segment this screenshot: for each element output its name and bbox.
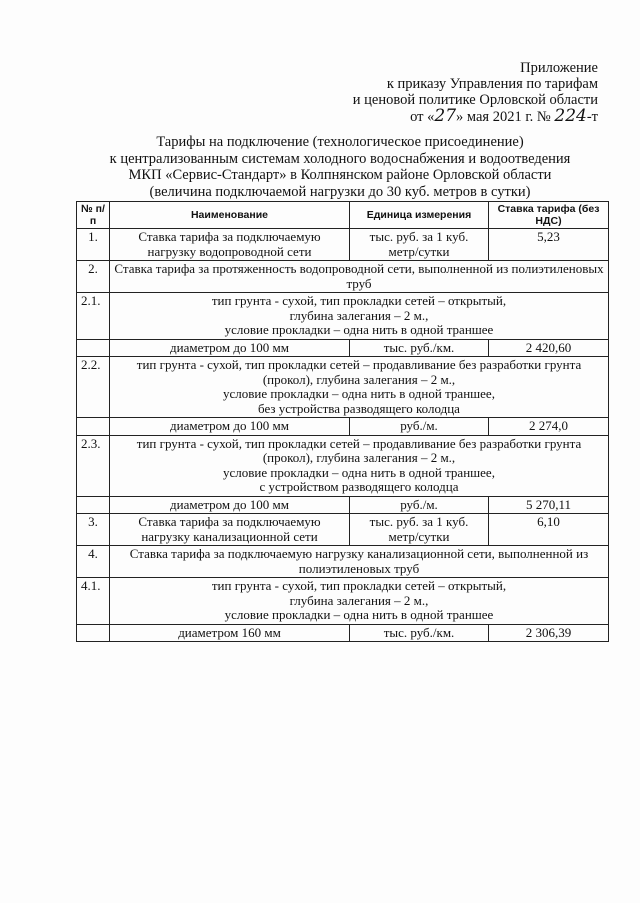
condition-line: глубина залегания – 2 м., bbox=[289, 307, 429, 323]
order-suffix: -т bbox=[586, 109, 598, 125]
table-row bbox=[77, 357, 609, 418]
title-line1: Тарифы на подключение (технологическое присоединение) bbox=[156, 134, 524, 150]
condition-line: (прокол), глубина залегания – 2 м., bbox=[262, 371, 456, 387]
row-num-empty bbox=[77, 624, 110, 642]
row-rate: 5 270,11 bbox=[489, 496, 609, 514]
row-num-empty bbox=[77, 496, 110, 514]
row-unit: тыс. руб. за 1 куб. метр/сутки bbox=[350, 514, 489, 546]
row-conditions bbox=[110, 435, 609, 496]
row-num: 4. bbox=[77, 546, 110, 578]
condition-line: условие прокладки – одна нить в одной траншее bbox=[224, 322, 494, 337]
row-unit: тыс. руб./км. bbox=[350, 339, 489, 357]
row-conditions bbox=[110, 578, 609, 625]
row-num-empty bbox=[77, 418, 110, 436]
table-header-row bbox=[77, 202, 609, 229]
appendix-line2: к приказу Управления по тарифам bbox=[386, 76, 598, 92]
table-row bbox=[77, 229, 609, 261]
condition-line: тип грунта - сухой, тип прокладки сетей – продавливание без разработки грунта bbox=[136, 435, 582, 451]
row-rate: 6,10 bbox=[489, 514, 609, 546]
condition-line: тип грунта - сухой, тип прокладки сетей – продавливание без разработки грунта bbox=[136, 357, 582, 372]
row-unit: руб./м. bbox=[350, 496, 489, 514]
row-unit: руб./м. bbox=[350, 418, 489, 436]
title-line2: к централизованным системам холодного водоснабжения и водоотведения bbox=[109, 150, 571, 167]
document-title bbox=[70, 134, 610, 200]
row-num-empty bbox=[77, 339, 110, 357]
condition-line: условие прокладки – одна нить в одной траншее bbox=[224, 607, 494, 622]
row-name: диаметром до 100 мм bbox=[110, 418, 350, 436]
order-day: 27 bbox=[434, 106, 457, 126]
row-name: диаметром до 100 мм bbox=[110, 496, 350, 514]
table-row bbox=[77, 578, 609, 625]
row-num: 3. bbox=[77, 514, 110, 546]
row-num: 2.1. bbox=[77, 293, 110, 340]
title-line4: (величина подключаемой нагрузки до 30 куб. метров в сутки) bbox=[149, 183, 531, 200]
condition-line: (прокол), глубина залегания – 2 м., bbox=[262, 450, 456, 465]
row-rate: 2 420,60 bbox=[489, 339, 609, 357]
row-section-text: Ставка тарифа за протяженность водопроводной сети, выполненной из полиэтиленовых труб bbox=[110, 261, 609, 293]
row-num: 2.3. bbox=[77, 435, 110, 496]
row-rate: 2 306,39 bbox=[489, 624, 609, 642]
order-middle: » мая 2021 г. № bbox=[456, 109, 551, 125]
table-row bbox=[77, 261, 609, 293]
condition-line: тип грунта - сухой, тип прокладки сетей – открытый, bbox=[211, 293, 507, 308]
row-section-text: Ставка тарифа за подключаемую нагрузку канализационной сети, выполненной из полиэтиленовых труб bbox=[110, 546, 609, 578]
row-name: диаметром 160 мм bbox=[110, 624, 350, 642]
condition-line: с устройством разводящего колодца bbox=[259, 479, 459, 494]
row-rate: 5,23 bbox=[489, 229, 609, 261]
table-row bbox=[77, 435, 609, 496]
appendix-line3: и ценовой политике Орловской области bbox=[352, 92, 598, 108]
row-num: 2. bbox=[77, 261, 110, 293]
condition-line: тип грунта - сухой, тип прокладки сетей – открытый, bbox=[211, 578, 507, 593]
table-row bbox=[77, 293, 609, 340]
row-name: диаметром до 100 мм bbox=[110, 339, 350, 357]
order-number: 224 bbox=[554, 106, 587, 126]
row-conditions bbox=[110, 357, 609, 418]
appendix-line1: Приложение bbox=[520, 60, 598, 76]
table-row bbox=[77, 546, 609, 578]
appendix-header bbox=[353, 60, 598, 125]
row-rate: 2 274,0 bbox=[489, 418, 609, 436]
row-num: 2.2. bbox=[77, 357, 110, 418]
header-unit: Единица измерения bbox=[350, 202, 489, 229]
row-num: 4.1. bbox=[77, 578, 110, 625]
table-row bbox=[77, 339, 609, 357]
table-row bbox=[77, 514, 609, 546]
row-conditions bbox=[110, 293, 609, 340]
appendix-order-line bbox=[353, 108, 598, 125]
condition-line: условие прокладки – одна нить в одной траншее, bbox=[223, 464, 495, 480]
row-name: Ставка тарифа за подключаемую нагрузку канализационной сети bbox=[110, 514, 350, 546]
order-prefix: от « bbox=[410, 109, 435, 125]
header-rate: Ставка тарифа (без НДС) bbox=[489, 202, 609, 229]
row-unit: тыс. руб. за 1 куб. метр/сутки bbox=[350, 229, 489, 261]
condition-line: глубина залегания – 2 м., bbox=[289, 592, 429, 608]
row-num: 1. bbox=[77, 229, 110, 261]
table-row bbox=[77, 418, 609, 436]
row-unit: тыс. руб./км. bbox=[350, 624, 489, 642]
table-row bbox=[77, 496, 609, 514]
title-line3: МКП «Сервис-Стандарт» в Колпнянском районе Орловской области bbox=[128, 167, 552, 183]
tariffs-table bbox=[76, 201, 609, 642]
row-name: Ставка тарифа за подключаемую нагрузку водопроводной сети bbox=[110, 229, 350, 261]
header-num: № п/п bbox=[77, 202, 110, 229]
header-name: Наименование bbox=[110, 202, 350, 229]
condition-line: без устройства разводящего колодца bbox=[258, 400, 460, 416]
table-row bbox=[77, 624, 609, 642]
condition-line: условие прокладки – одна нить в одной траншее, bbox=[223, 386, 495, 401]
